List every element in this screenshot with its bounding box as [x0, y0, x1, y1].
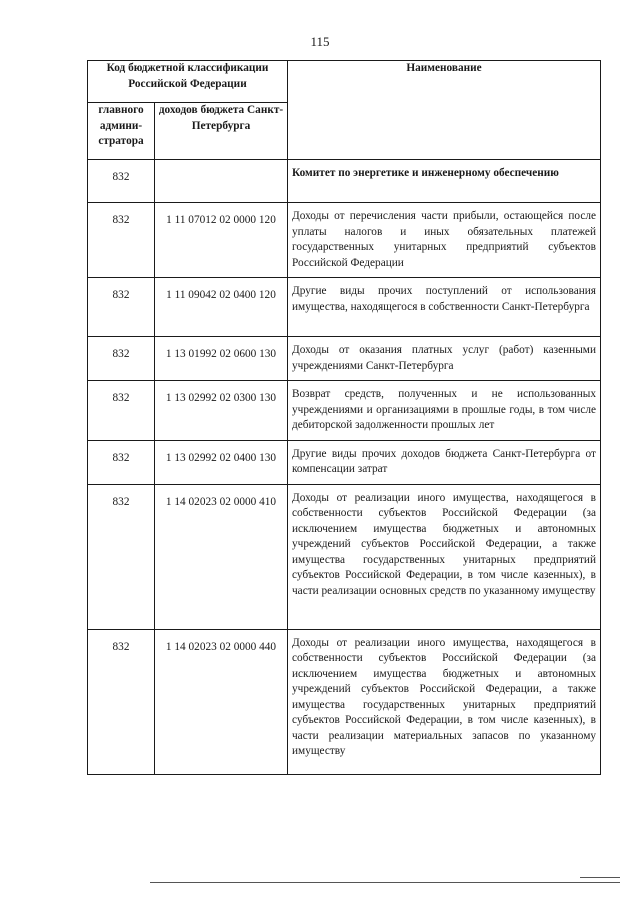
page-bottom-rule	[150, 882, 620, 883]
admin-code-cell: 832	[88, 278, 155, 337]
page-bottom-rule-short	[580, 877, 620, 878]
header-code-group: Код бюджетной классификации Российской Федерации	[88, 61, 288, 103]
table-row	[88, 381, 601, 441]
revenue-code-cell: 1 14 02023 02 0000 440	[155, 629, 288, 774]
table-row	[88, 203, 601, 278]
admin-code-cell: 832	[88, 484, 155, 629]
name-cell: Доходы от реализации иного имущества, находящегося в собственности субъектов Российской Федерации (за исключением имущества бюджетных и автономных учреждений субъектов Российской Федерации, а также имущества государственных унитарных предприятий субъектов Российской Федерации, в том числе казенных), в части реализации материальных запасов по указанному имуществу	[288, 629, 601, 774]
revenue-code-cell: 1 13 01992 02 0600 130	[155, 337, 288, 381]
header-revenue: доходов бюджета Санкт-Петербурга	[155, 103, 288, 160]
page-number: 115	[310, 34, 330, 49]
revenue-code-cell	[155, 160, 288, 203]
name-cell: Другие виды прочих поступлений от использования имущества, находящегося в собственности Санкт-Петербурга	[288, 278, 601, 337]
admin-code-cell: 832	[88, 381, 155, 441]
revenue-code-cell: 1 11 07012 02 0000 120	[155, 203, 288, 278]
admin-code-cell: 832	[88, 440, 155, 484]
table-row	[88, 160, 601, 203]
header-name: Наименование	[288, 61, 601, 160]
admin-code-cell: 832	[88, 629, 155, 774]
revenue-code-cell: 1 11 09042 02 0400 120	[155, 278, 288, 337]
budget-classification-table	[87, 60, 601, 775]
name-cell: Другие виды прочих доходов бюджета Санкт-Петербурга от компенсации затрат	[288, 440, 601, 484]
header-admin: главного админи-стратора	[88, 103, 155, 160]
admin-code-cell: 832	[88, 203, 155, 278]
admin-code-cell: 832	[88, 160, 155, 203]
name-cell: Доходы от оказания платных услуг (работ) казенными учреждениями Санкт-Петербурга	[288, 337, 601, 381]
revenue-code-cell: 1 13 02992 02 0300 130	[155, 381, 288, 441]
table-row	[88, 278, 601, 337]
table-row	[88, 440, 601, 484]
header-row-top	[88, 61, 601, 103]
name-cell: Доходы от реализации иного имущества, находящегося в собственности субъектов Российской Федерации (за исключением имущества бюджетных и автономных учреждений субъектов Российской Федерации, а также имущества государственных унитарных предприятий субъектов Российской Федерации, в том числе казенных), в части реализации основных средств по указанному имуществу	[288, 484, 601, 629]
table-row	[88, 337, 601, 381]
admin-code-cell: 832	[88, 337, 155, 381]
name-cell: Возврат средств, полученных и не использованных учреждениями и организациями в прошлые годы, в том числе дебиторской задолженности прошлых лет	[288, 381, 601, 441]
name-cell: Комитет по энергетике и инженерному обеспечению	[288, 160, 601, 203]
name-cell: Доходы от перечисления части прибыли, остающейся после уплаты налогов и иных обязательных платежей государственных унитарных предприятий субъектов Российской Федерации	[288, 203, 601, 278]
table-row	[88, 629, 601, 774]
revenue-code-cell: 1 13 02992 02 0400 130	[155, 440, 288, 484]
revenue-code-cell: 1 14 02023 02 0000 410	[155, 484, 288, 629]
table-row	[88, 484, 601, 629]
